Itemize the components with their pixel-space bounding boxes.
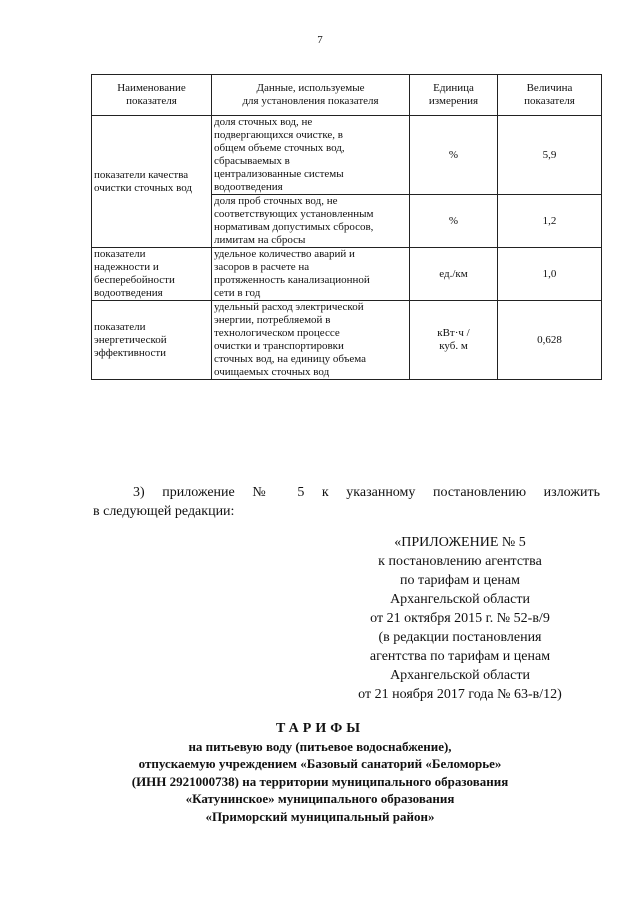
table-row xyxy=(92,301,602,380)
data-description-cell xyxy=(212,195,410,248)
indicator-group-name: очистки сточных вод xyxy=(94,181,193,194)
unit-text: кВт·ч / xyxy=(437,327,470,339)
data-description-text: протяженность канализационной xyxy=(214,274,370,286)
appendix-line: Архангельской области xyxy=(390,592,530,607)
tariffs-heading xyxy=(0,720,640,825)
data-description-text: удельный расход электрической xyxy=(214,301,364,313)
data-description-text: водоотведения xyxy=(214,181,283,193)
indicator-group-cell xyxy=(92,248,212,301)
data-description-text: очищаемых сточных вод xyxy=(214,366,330,378)
appendix-line: от 21 ноября 2017 года № 63-в/12) xyxy=(358,687,562,702)
unit-cell xyxy=(410,116,498,195)
value-cell: 5,9 xyxy=(498,116,602,195)
unit-text: % xyxy=(448,148,459,161)
appendix-line: «ПРИЛОЖЕНИЕ № 5 xyxy=(394,535,526,550)
data-description-text: лимитам на сбросы xyxy=(214,234,306,246)
data-description-text: централизованные системы xyxy=(214,168,344,180)
indicator-group-name: водоотведения xyxy=(94,287,163,299)
appendix-header xyxy=(344,533,576,704)
unit-cell xyxy=(410,301,498,380)
amendment-line-2: в следующей редакции: xyxy=(93,504,235,519)
tariffs-line: «Приморский муниципальный район» xyxy=(205,808,435,824)
data-description-text: общем объеме сточных вод, xyxy=(214,142,345,154)
indicator-group-cell xyxy=(92,116,212,248)
table-header-row xyxy=(92,75,602,116)
indicator-group-cell xyxy=(92,301,212,380)
data-description-text: сбрасываемых в xyxy=(214,155,290,167)
table-row xyxy=(92,116,602,195)
indicator-group-name: показатели xyxy=(94,248,146,260)
amendment-line-1: 3) приложение № 5 к указанному постановлению изложить xyxy=(133,485,600,500)
data-description-text: засоров в расчете на xyxy=(214,261,310,273)
data-description-text: сети в год xyxy=(214,287,261,299)
appendix-line: по тарифам и ценам xyxy=(400,573,520,588)
tariffs-line: на питьевую воду (питьевое водоснабжение), xyxy=(188,738,452,754)
indicator-group-name: эффективности xyxy=(94,346,167,359)
indicator-group-name: надежности и xyxy=(94,261,159,273)
unit-cell xyxy=(410,195,498,248)
data-description-text: удельное количество аварий и xyxy=(214,248,355,260)
indicator-group-name: бесперебойности xyxy=(94,274,175,286)
data-description-text: сточных вод, на единицу объема xyxy=(214,353,367,365)
unit-text: куб. м xyxy=(439,340,468,352)
indicators-table xyxy=(91,74,602,380)
data-description-text: энергии, потребляемой в xyxy=(214,314,331,326)
table-row xyxy=(92,248,602,301)
indicator-group-name: показатели качества xyxy=(94,168,189,181)
tariffs-line: «Катунинское» муниципального образования xyxy=(185,791,455,806)
data-description-text: соответствующих установленным xyxy=(214,208,374,220)
data-description-text: нормативам допустимых сбросов, xyxy=(214,221,374,233)
appendix-line: агентства по тарифам и ценам xyxy=(369,649,551,664)
appendix-line: Архангельской области xyxy=(390,668,530,683)
page-number: 7 xyxy=(317,34,323,46)
header-indicator-name: Наименование показателя xyxy=(92,75,212,116)
header-unit: Единица измерения xyxy=(410,75,498,116)
value-cell: 1,2 xyxy=(498,195,602,248)
unit-text: ед./км xyxy=(439,267,468,280)
data-description-cell xyxy=(212,248,410,301)
data-description-cell xyxy=(212,116,410,195)
header-data-used: Данные, используемые для установления показателя xyxy=(212,75,410,116)
tariffs-line: отпускаемую учреждением «Базовый санаторий «Беломорье» xyxy=(138,756,502,771)
appendix-line: от 21 октября 2015 г. № 52-в/9 xyxy=(370,611,550,626)
data-description-cell xyxy=(212,301,410,380)
tariffs-line: (ИНН 2921000738) на территории муниципального образования xyxy=(131,773,509,789)
unit-text: % xyxy=(448,214,459,227)
amendment-paragraph xyxy=(93,483,600,521)
unit-cell xyxy=(410,248,498,301)
data-description-text: очистки и транспортировки xyxy=(214,340,344,352)
indicator-group-name: энергетической xyxy=(94,333,167,346)
header-value: Величина показателя xyxy=(498,75,602,116)
data-description-text: технологическом процессе xyxy=(214,327,340,339)
indicator-group-name: показатели xyxy=(94,320,146,333)
tariffs-title: ТАРИФЫ xyxy=(276,721,364,736)
data-description-text: подвергающихся очистке, в xyxy=(214,129,343,141)
value-cell: 1,0 xyxy=(498,248,602,301)
appendix-line: к постановлению агентства xyxy=(378,554,542,569)
appendix-line: (в редакции постановления xyxy=(378,630,542,645)
data-description-text: доля проб сточных вод, не xyxy=(214,195,338,207)
data-description-text: доля сточных вод, не xyxy=(214,116,313,128)
value-cell: 0,628 xyxy=(498,301,602,380)
